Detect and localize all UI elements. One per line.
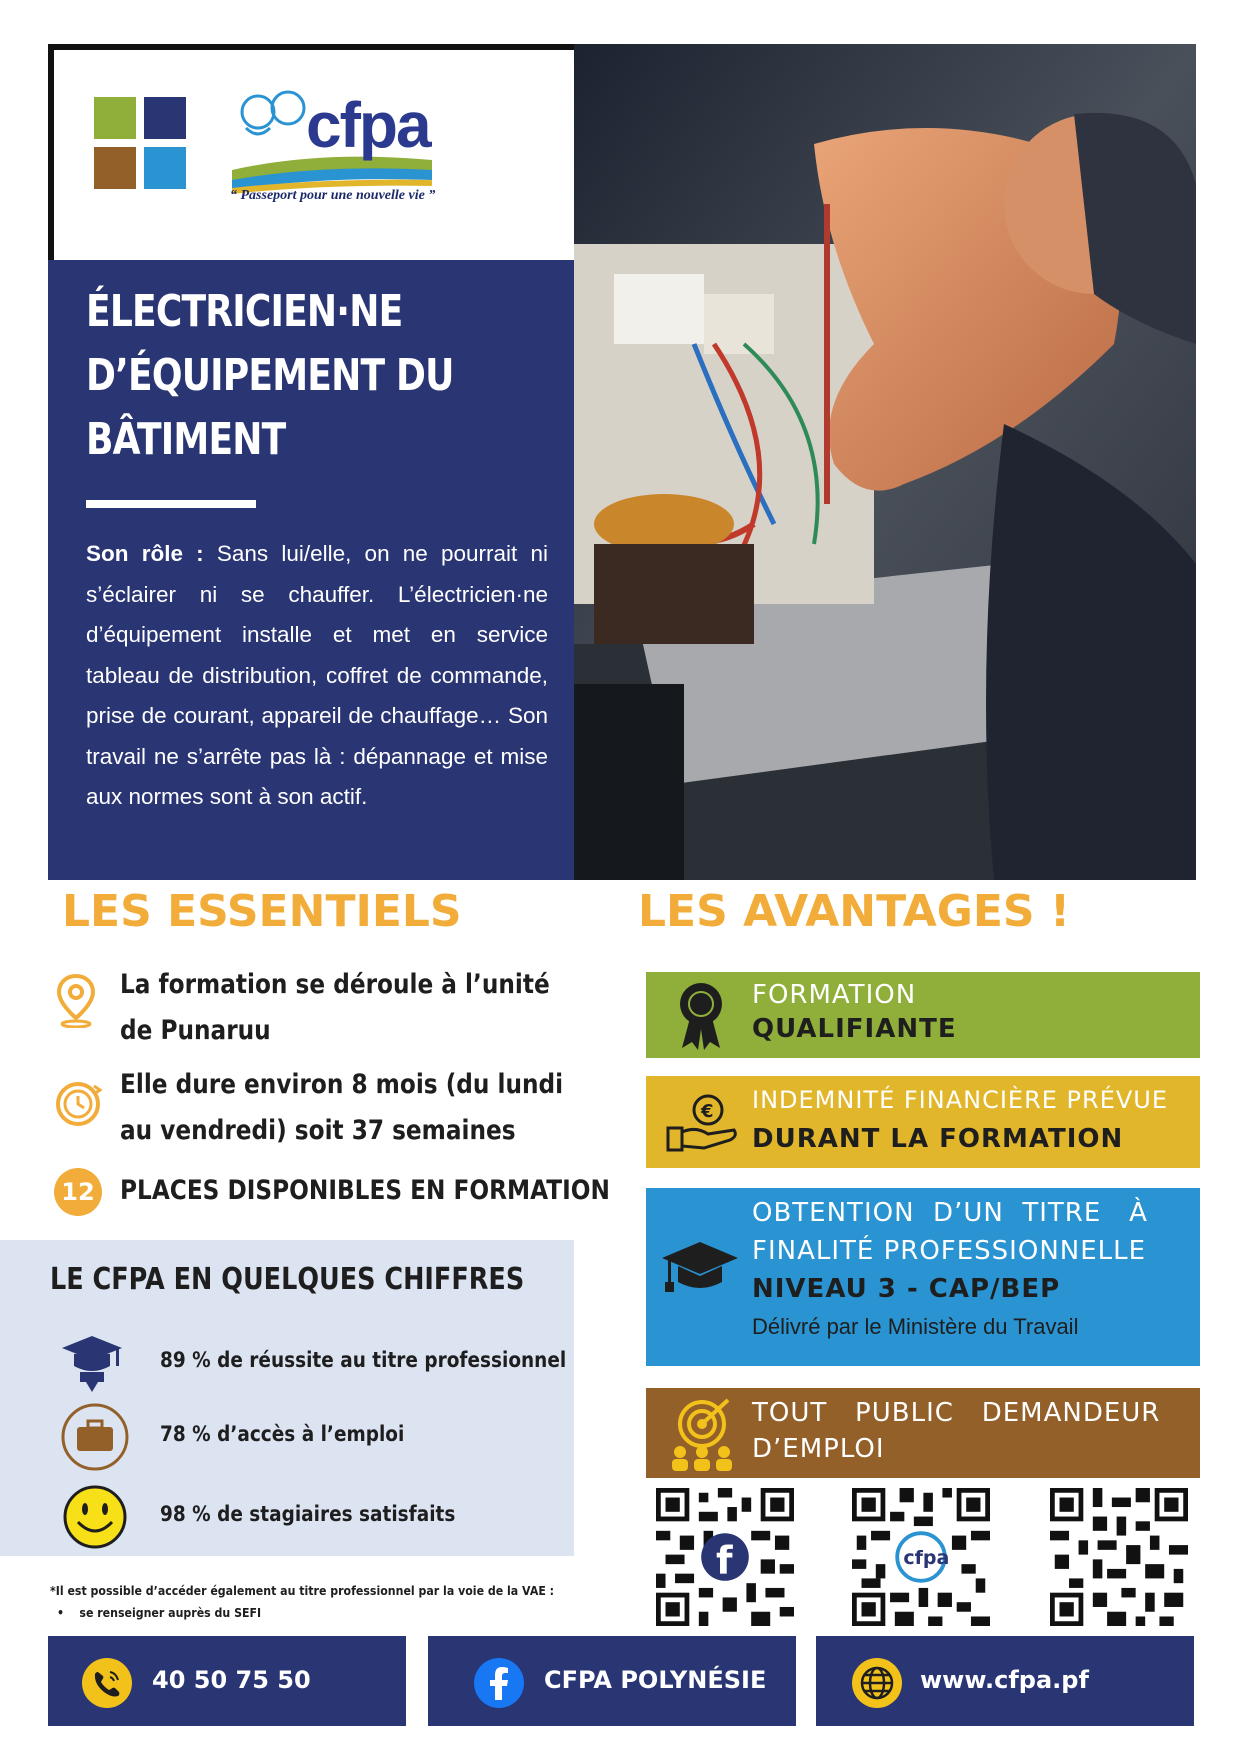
essential-duration-text: Elle dure environ 8 mois (du lundi au vendredi) soit 37 semaines bbox=[120, 1069, 564, 1146]
footnote-bullet: • se renseigner auprès du SEFI bbox=[57, 1605, 262, 1620]
target-people-icon bbox=[666, 1396, 738, 1472]
footnote-text: *Il est possible d’accéder également au titre professionnel par la voie de la VAE : bbox=[50, 1583, 555, 1598]
website-qr-code[interactable] bbox=[1050, 1488, 1188, 1626]
advantage-note: Délivré par le Ministère du Travail bbox=[752, 1314, 1079, 1339]
essentials-title: LES ESSENTIELS bbox=[62, 886, 462, 937]
satisfaction-rate-text: 98 % de stagiaires satisfaits bbox=[160, 1502, 456, 1526]
advantage-public bbox=[646, 1388, 1200, 1478]
cfpa-qr-code[interactable] bbox=[852, 1488, 990, 1626]
qr-code-graphic bbox=[656, 1488, 794, 1626]
phone-icon bbox=[82, 1658, 132, 1708]
key-figure-row bbox=[60, 1326, 567, 1396]
logo-tagline: “ Passeport pour une nouvelle vie ” bbox=[230, 188, 436, 203]
key-figures-panel bbox=[0, 1240, 574, 1556]
cfpa-wordmark: cfpa bbox=[306, 89, 430, 161]
briefcase-icon bbox=[60, 1402, 130, 1472]
graduation-cap-icon bbox=[660, 1238, 740, 1300]
advantage-qualifying bbox=[646, 972, 1200, 1058]
footnote-bullet-text: se renseigner auprès du SEFI bbox=[79, 1605, 262, 1620]
clock-cycle-icon bbox=[54, 1076, 106, 1128]
number-badge-icon: 12 bbox=[54, 1168, 102, 1216]
advantage-title-level bbox=[646, 1188, 1200, 1366]
phone-number: 40 50 75 50 bbox=[152, 1666, 311, 1694]
title-line-1: ÉLECTRICIEN·NE bbox=[86, 286, 403, 337]
facebook-icon bbox=[474, 1658, 524, 1708]
advantage-line-strong: QUALIFIANTE bbox=[752, 1014, 957, 1044]
footer-phone[interactable] bbox=[48, 1636, 406, 1726]
globe-icon bbox=[852, 1658, 902, 1708]
advantage-line-strong: DURANT LA FORMATION bbox=[752, 1124, 1124, 1154]
advantage-line: D’EMPLOI bbox=[752, 1434, 885, 1464]
advantages-title: LES AVANTAGES ! bbox=[638, 886, 1071, 937]
essential-item bbox=[54, 1062, 574, 1162]
page-title bbox=[86, 280, 480, 472]
title-panel bbox=[48, 260, 574, 880]
footer-facebook[interactable] bbox=[428, 1636, 796, 1726]
brand-squares-logo bbox=[94, 97, 186, 189]
role-label: Son rôle : bbox=[86, 541, 204, 566]
svg-text:f: f bbox=[715, 1538, 733, 1583]
facebook-qr-code[interactable] bbox=[656, 1488, 794, 1626]
smiley-icon bbox=[62, 1484, 128, 1550]
euro-hand-icon bbox=[664, 1090, 740, 1154]
title-line-2: D’ÉQUIPEMENT DU bbox=[86, 350, 454, 401]
key-figure-row bbox=[60, 1400, 560, 1470]
svg-text:€: € bbox=[701, 1101, 714, 1122]
essential-location-text: La formation se déroule à l’unité de Punaruu bbox=[120, 969, 550, 1046]
advantage-line: TOUT PUBLIC DEMANDEUR bbox=[752, 1398, 1161, 1428]
title-line-3: BÂTIMENT bbox=[86, 414, 286, 465]
role-description bbox=[86, 534, 548, 818]
advantage-allowance bbox=[646, 1076, 1200, 1168]
graduation-diploma-icon bbox=[60, 1332, 124, 1394]
facebook-page-name: CFPA POLYNÉSIE bbox=[544, 1666, 767, 1694]
photo-illustration bbox=[574, 44, 1196, 880]
cfpa-logo bbox=[222, 80, 462, 210]
essential-item bbox=[54, 1164, 610, 1220]
advantage-line: INDEMNITÉ FINANCIÈRE PRÉVUE bbox=[752, 1086, 1169, 1114]
title-divider bbox=[86, 500, 256, 508]
svg-text:cfpa: cfpa bbox=[903, 1547, 950, 1570]
website-url: www.cfpa.pf bbox=[920, 1666, 1089, 1694]
advantage-line-strong: NIVEAU 3 - CAP/BEP bbox=[752, 1274, 1061, 1304]
location-pin-icon bbox=[54, 972, 98, 1028]
advantage-line: OBTENTION D’UN TITRE À bbox=[752, 1198, 1148, 1228]
key-figure-row bbox=[60, 1480, 560, 1550]
essential-item bbox=[54, 962, 574, 1062]
qr-code-graphic bbox=[852, 1488, 990, 1626]
advantage-line: FORMATION bbox=[752, 980, 917, 1010]
key-figures-title: LE CFPA EN QUELQUES CHIFFRES bbox=[50, 1262, 525, 1297]
award-ribbon-icon bbox=[676, 980, 726, 1052]
essential-places-text: PLACES DISPONIBLES EN FORMATION bbox=[120, 1175, 610, 1206]
electrician-photo bbox=[574, 44, 1196, 880]
success-rate-text: 89 % de réussite au titre professionnel bbox=[160, 1348, 567, 1372]
advantage-line: FINALITÉ PROFESSIONNELLE bbox=[752, 1236, 1147, 1266]
footer-website[interactable] bbox=[816, 1636, 1194, 1726]
employment-rate-text: 78 % d’accès à l’emploi bbox=[160, 1422, 405, 1446]
qr-code-graphic bbox=[1050, 1488, 1188, 1626]
footnote bbox=[50, 1580, 555, 1624]
role-text: Sans lui/elle, on ne pourrait ni s’éclairer ni se chauffer. L’électricien·ne d’équipement installe et met en service tableau de distribution, coffret de commande, prise de courant, appareil de chauffage… Son travail ne s’arrête pas là : dépannage et mise aux normes sont à son actif. bbox=[86, 541, 549, 809]
